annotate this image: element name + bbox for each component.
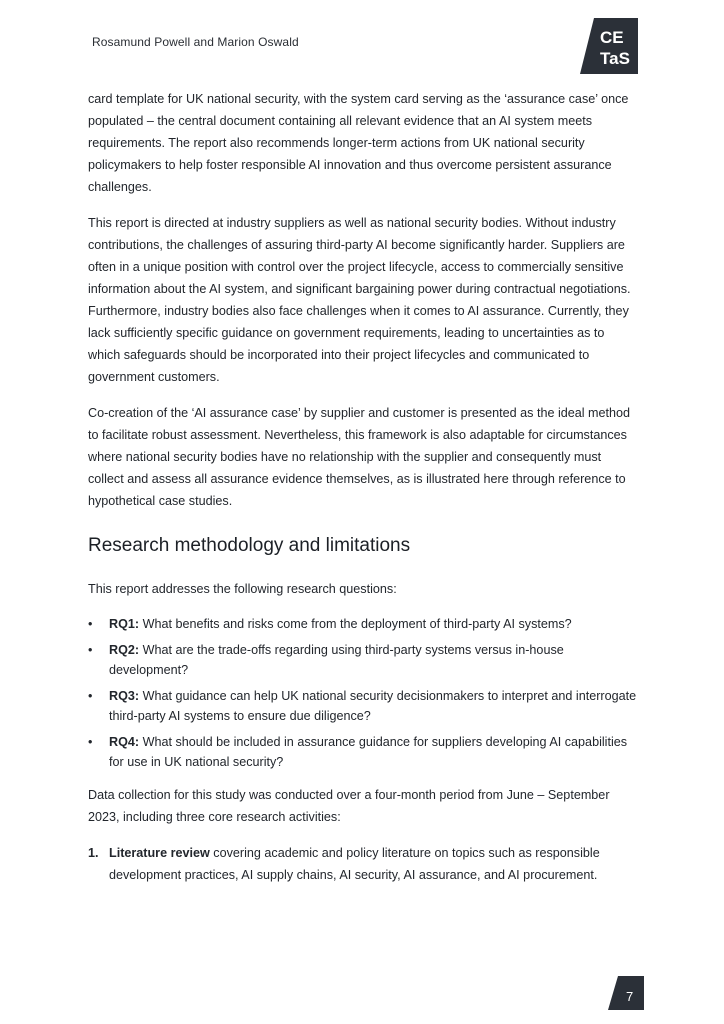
research-question-item — [88, 732, 638, 772]
research-question-item — [88, 686, 638, 726]
logo-text-top: CE — [600, 28, 624, 47]
bullet-icon: • — [88, 689, 93, 703]
research-question-item — [88, 640, 638, 680]
data-collection-paragraph: Data collection for this study was conducted over a four-month period from June – September 2023, including three core research activities: — [88, 788, 610, 824]
bullet-icon: • — [88, 735, 93, 749]
cetas-logo — [580, 18, 638, 74]
bullet-icon: • — [88, 617, 93, 631]
bullet-icon: • — [88, 643, 93, 657]
rq-label: RQ4: — [109, 735, 140, 749]
activity-number: 1. — [88, 846, 99, 860]
rq-text: What are the trade-offs regarding using third-party systems versus in-house development? — [109, 643, 564, 677]
research-questions-list — [88, 614, 638, 772]
activity-label: Literature review — [109, 846, 210, 860]
research-activity-item — [88, 842, 638, 886]
section-heading: Research methodology and limitations — [88, 535, 411, 556]
paragraph-1: card template for UK national security, with the system card serving as the ‘assurance case’ once populated – the central document containing all relevant evidence that an AI system meets requirements. The report also recommends longer-term actions from UK national security policymakers to help foster responsible AI innovation and thus overcome persistent assurance challenges. — [88, 92, 629, 194]
paragraph-3: Co-creation of the ‘AI assurance case’ by supplier and customer is presented as the ideal method to facilitate robust assessment. Nevertheless, this framework is also adaptable for circumstances where national security bodies have no relationship with the supplier and consequently must collect and assess all assurance evidence themselves, as is illustrated here through reference to hypothetical case studies. — [88, 406, 631, 508]
research-activities-list — [88, 842, 638, 886]
rq-text: What guidance can help UK national security decisionmakers to interpret and interrogate third-party AI systems to ensure due diligence? — [109, 689, 637, 723]
rq-text: What benefits and risks come from the deployment of third-party AI systems? — [139, 617, 572, 631]
main-content — [88, 88, 638, 886]
rq-label: RQ1: — [109, 617, 140, 631]
page-number: 7 — [626, 989, 634, 1004]
research-question-item — [88, 614, 638, 634]
rq-text: What should be included in assurance guidance for suppliers developing AI capabilities for use in UK national security? — [109, 735, 628, 769]
rq-label: RQ2: — [109, 643, 140, 657]
section-intro: This report addresses the following research questions: — [88, 582, 397, 596]
activity-text: covering academic and policy literature on topics such as responsible development practices, AI supply chains, AI security, AI assurance, and AI procurement. — [109, 846, 600, 882]
logo-text-bottom: TaS — [600, 49, 630, 68]
rq-label: RQ3: — [109, 689, 140, 703]
paragraph-2: This report is directed at industry suppliers as well as national security bodies. Without industry contributions, the challenges of assuring third-party AI become significantly harder. Suppliers are often in a unique position with control over the project lifecycle, access to commercially sensitive information about the AI system, and significant bargaining power during contractual negotiations. Furthermore, industry bodies also face challenges when it comes to AI assurance. Currently, they lack sufficiently specific guidance on government requirements, leading to uncertainties as to which safeguards should be incorporated into their project lifecycles and communicated to government customers. — [88, 216, 631, 384]
header-author: Rosamund Powell and Marion Oswald — [92, 35, 299, 49]
